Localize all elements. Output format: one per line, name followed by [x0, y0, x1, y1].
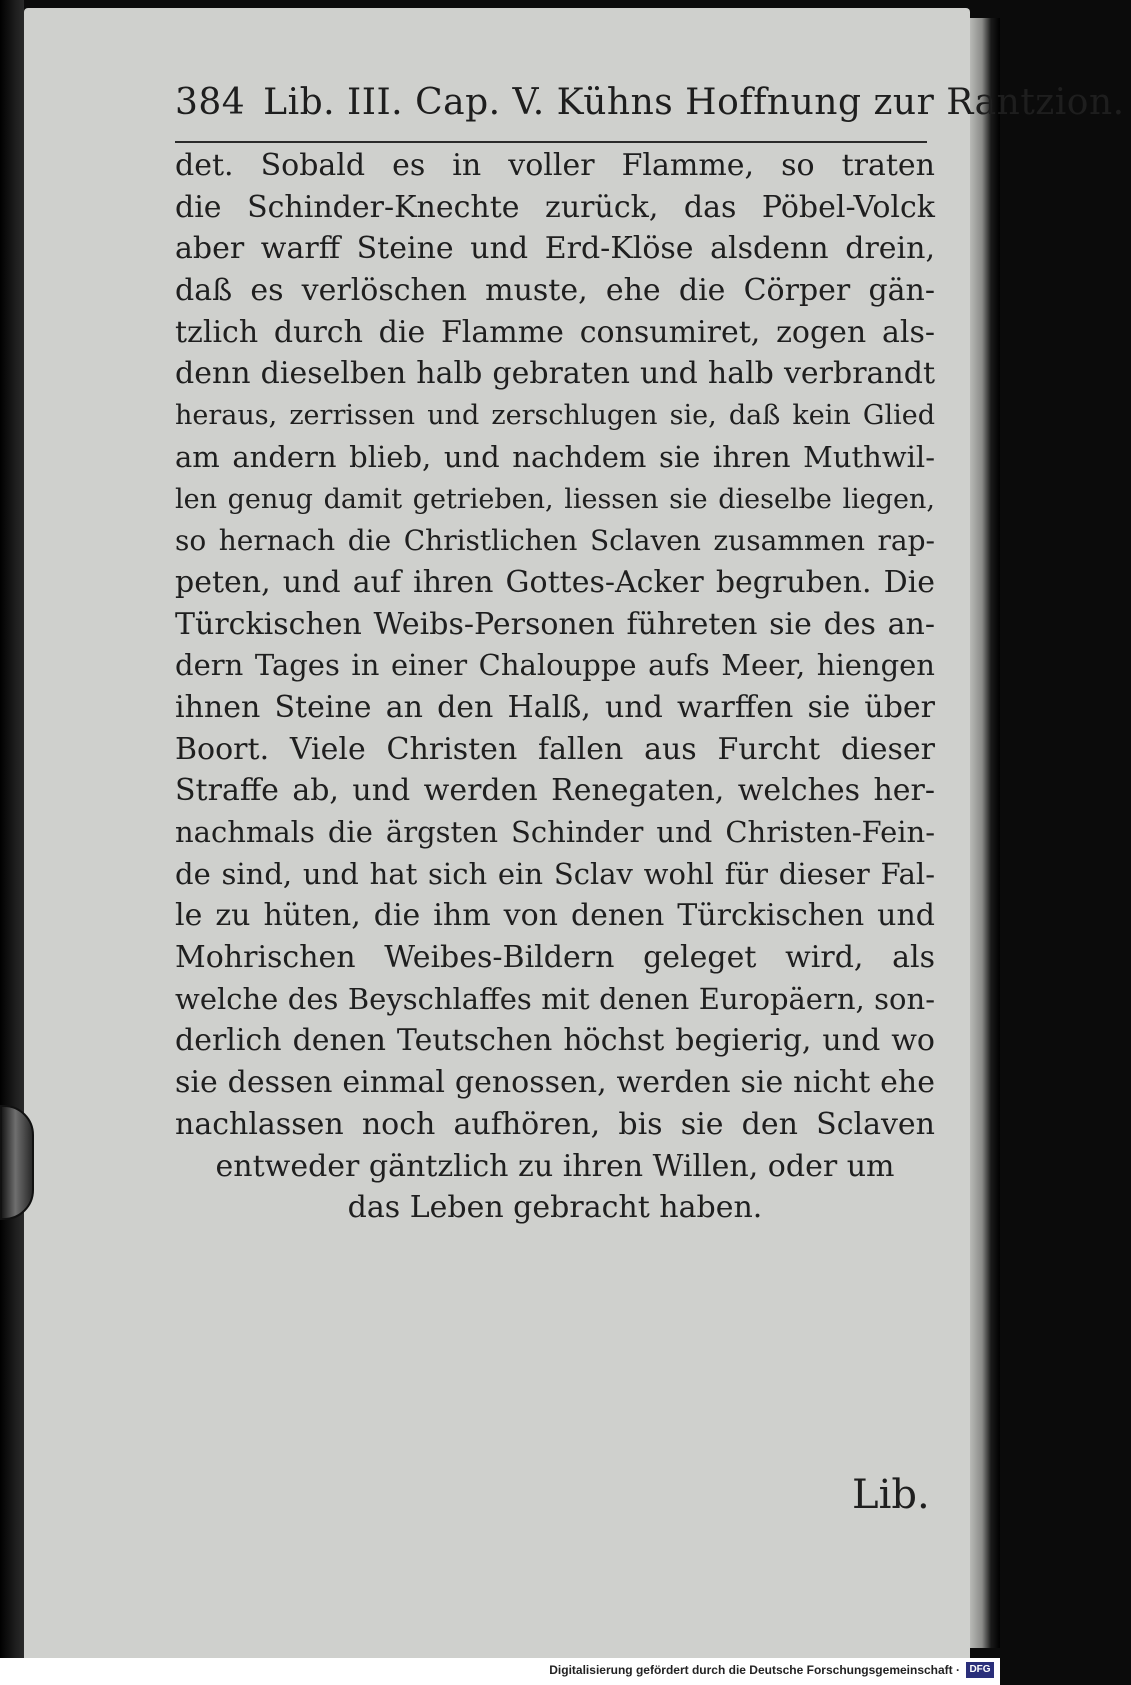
dfg-logo: DFG — [966, 1662, 994, 1678]
text-line: sie dessen einmal genossen, werden sie nicht ehe — [175, 1065, 935, 1101]
text-line: Boort. Viele Christen fallen aus Furcht dieser — [175, 731, 935, 767]
text-line: so hernach die Christlichen Sclaven zusammen rap- — [175, 524, 935, 558]
text-line: aber warff Steine und Erd-Klöse alsdenn drein, — [175, 231, 935, 267]
body-text — [175, 145, 935, 1229]
page-clip — [0, 1105, 34, 1220]
text-line: det. Sobald es in voller Flamme, so traten — [175, 148, 935, 183]
text-line: die Schinder-Knechte zurück, das Pöbel-Volck — [175, 189, 935, 225]
text-line: le zu hüten, die ihm von denen Türckischen und — [175, 898, 935, 934]
page-number: 384 — [175, 82, 246, 123]
catchword: Lib. — [852, 1472, 930, 1518]
text-line: ihnen Steine an den Halß, und warffen sie über — [175, 689, 935, 725]
text-line: nachmals die ärgsten Schinder und Christen-Fein- — [175, 815, 935, 849]
text-line: len genug damit getrieben, liessen sie dieselbe liegen, — [175, 483, 935, 515]
book-page-edge-right — [970, 18, 1000, 1648]
text-line: dern Tages in einer Chalouppe aufs Meer, hiengen — [175, 648, 935, 683]
text-line: de sind, und hat sich ein Sclav wohl für dieser Fal- — [175, 856, 935, 891]
text-line: Türckischen Weibs-Personen führeten sie des an- — [175, 606, 935, 642]
text-line: tzlich durch die Flamme consumiret, zogen als- — [175, 314, 935, 350]
running-header — [175, 82, 1125, 142]
running-title: Lib. III. Cap. V. Kühns Hoffnung zur Rantzion. — [263, 82, 1125, 123]
text-line: Mohrischen Weibes-Bildern geleget wird, als — [175, 940, 935, 976]
book-binding-left — [0, 0, 24, 1660]
text-line: derlich denen Teutschen höchst begierig, und wo — [175, 1023, 935, 1059]
closing-line: entweder gäntzlich zu ihren Willen, oder um — [215, 1148, 895, 1184]
text-line: peten, und auf ihren Gottes-Acker begruben. Die — [175, 564, 935, 600]
text-line: denn dieselben halb gebraten und halb verbrandt — [175, 356, 935, 392]
text-line: am andern blieb, und nachdem sie ihren Muthwil- — [175, 439, 935, 474]
header-rule — [175, 141, 927, 143]
text-line: welche des Beyschlaffes mit denen Europäern, son- — [175, 981, 935, 1016]
text-line: nachlassen noch aufhören, bis sie den Sclaven — [175, 1106, 935, 1142]
text-line: Straffe ab, und werden Renegaten, welches her- — [175, 773, 935, 809]
text-line: heraus, zerrissen und zerschlugen sie, daß kein Glied — [175, 400, 935, 432]
footer-credit: Digitalisierung gefördert durch die Deutsche Forschungsgemeinschaft · — [549, 1663, 960, 1677]
text-line: daß es verlöschen muste, ehe die Cörper gän- — [175, 273, 935, 309]
closing-line: das Leben gebracht haben. — [347, 1190, 763, 1226]
